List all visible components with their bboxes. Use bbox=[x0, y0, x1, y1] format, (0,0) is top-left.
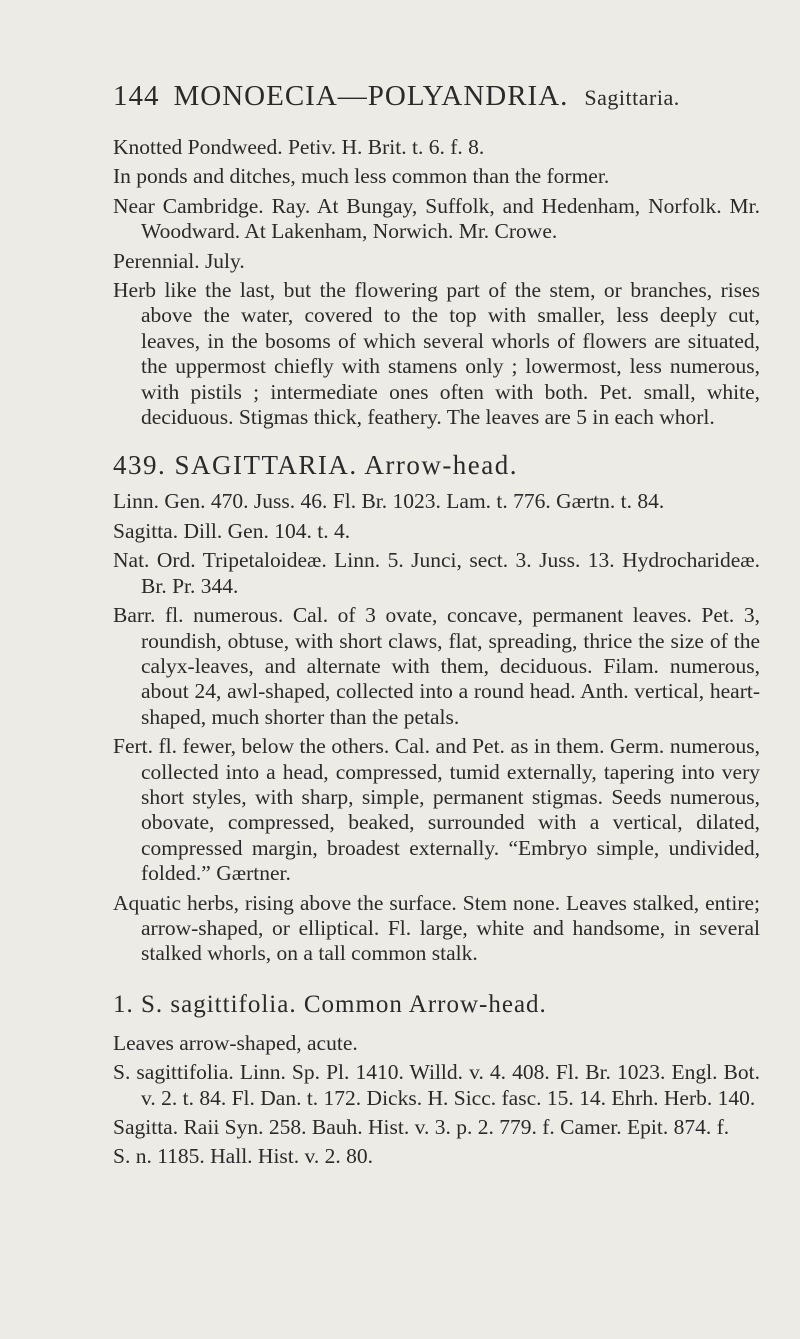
paragraph-species-sagitta: Sagitta. Raii Syn. 258. Bauh. Hist. v. 3. p. 2. 779. f. Camer. Epit. 874. f. bbox=[113, 1115, 730, 1139]
paragraph-genus-sagitta: Sagitta. Dill. Gen. 104. t. 4. bbox=[113, 518, 351, 543]
section-title: MONOECIA—POLYANDRIA. bbox=[173, 80, 569, 112]
paragraph-description: Herb like the last, but the flowering part of the stem, or branches, rises above the water, covered to the top with smaller, less deeply cut, leaves, in the bosoms of which several whorls of flowers are situated, the uppermost chiefly with stamens only ; lowermost, less numerous, with pistils ; intermediate ones often with both. Pet. small, white, deciduous. Stigmas thick, feathery. The leaves are 5 in each whorl. bbox=[113, 278, 760, 430]
running-head bbox=[113, 80, 760, 113]
paragraph-localities: Near Cambridge. Ray. At Bungay, Suffolk, and Hedenham, Norfolk. Mr. Woodward. At Lakenham, Norwich. Mr. Crowe. bbox=[113, 193, 760, 244]
paragraph-fertile-flowers: Fert. fl. fewer, below the others. Cal. and Pet. as in them. Germ. numerous, collected into a head, compressed, tumid externally, tapering into very short styles, with sharp, simple, permanent stigmas. Seeds numerous, obovate, compressed, beaked, surrounded with a vertical, dilated, compressed margin, broadest externally. “Embryo simple, undivided, folded.” Gærtner. bbox=[113, 734, 760, 886]
paragraph-habitat: In ponds and ditches, much less common than the former. bbox=[113, 164, 610, 189]
paragraph-genus-refs: Linn. Gen. 470. Juss. 46. Fl. Br. 1023. Lam. t. 776. Gærtn. t. 84. bbox=[113, 489, 665, 514]
paragraph-synonym-petiver: Knotted Pondweed. Petiv. H. Brit. t. 6. f. 8. bbox=[113, 135, 485, 159]
paragraph-species-refs: S. sagittifolia. Linn. Sp. Pl. 1410. Willd. v. 4. 408. Fl. Br. 1023. Engl. Bot. v. 2. t. 84. Fl. Dan. t. 172. Dicks. H. Sicc. fasc. 15. 14. Ehrh. Herb. 140. bbox=[113, 1060, 760, 1110]
genus-heading: 439. SAGITTARIA. Arrow-head. bbox=[113, 450, 519, 481]
paragraph-habit: Aquatic herbs, rising above the surface. Stem none. Leaves stalked, entire; arrow-shaped, or elliptical. Fl. large, white and handsome, in several stalked whorls, on a tall common stalk. bbox=[113, 890, 760, 966]
paragraph-species-haller: S. n. 1185. Hall. Hist. v. 2. 80. bbox=[113, 1144, 373, 1169]
species-heading: 1. S. sagittifolia. Common Arrow-head. bbox=[113, 990, 547, 1018]
paragraph-duration: Perennial. July. bbox=[113, 248, 245, 273]
paragraph-barren-flowers: Barr. fl. numerous. Cal. of 3 ovate, concave, permanent leaves. Pet. 3, roundish, obtuse, with short claws, flat, spreading, thrice the size of the calyx-leaves, and alternate with them, deciduous. Filam. numerous, about 24, awl-shaped, collected into a round head. Anth. vertical, heart-shaped, much shorter than the petals. bbox=[113, 603, 760, 729]
paragraph-species-character: Leaves arrow-shaped, acute. bbox=[113, 1030, 358, 1055]
paragraph-natural-order: Nat. Ord. Tripetaloideæ. Linn. 5. Junci, sect. 3. Juss. 13. Hydrocharideæ. Br. Pr. 344. bbox=[113, 548, 760, 598]
page-number: 144 bbox=[113, 80, 160, 112]
running-genus: Sagittaria. bbox=[584, 85, 680, 110]
